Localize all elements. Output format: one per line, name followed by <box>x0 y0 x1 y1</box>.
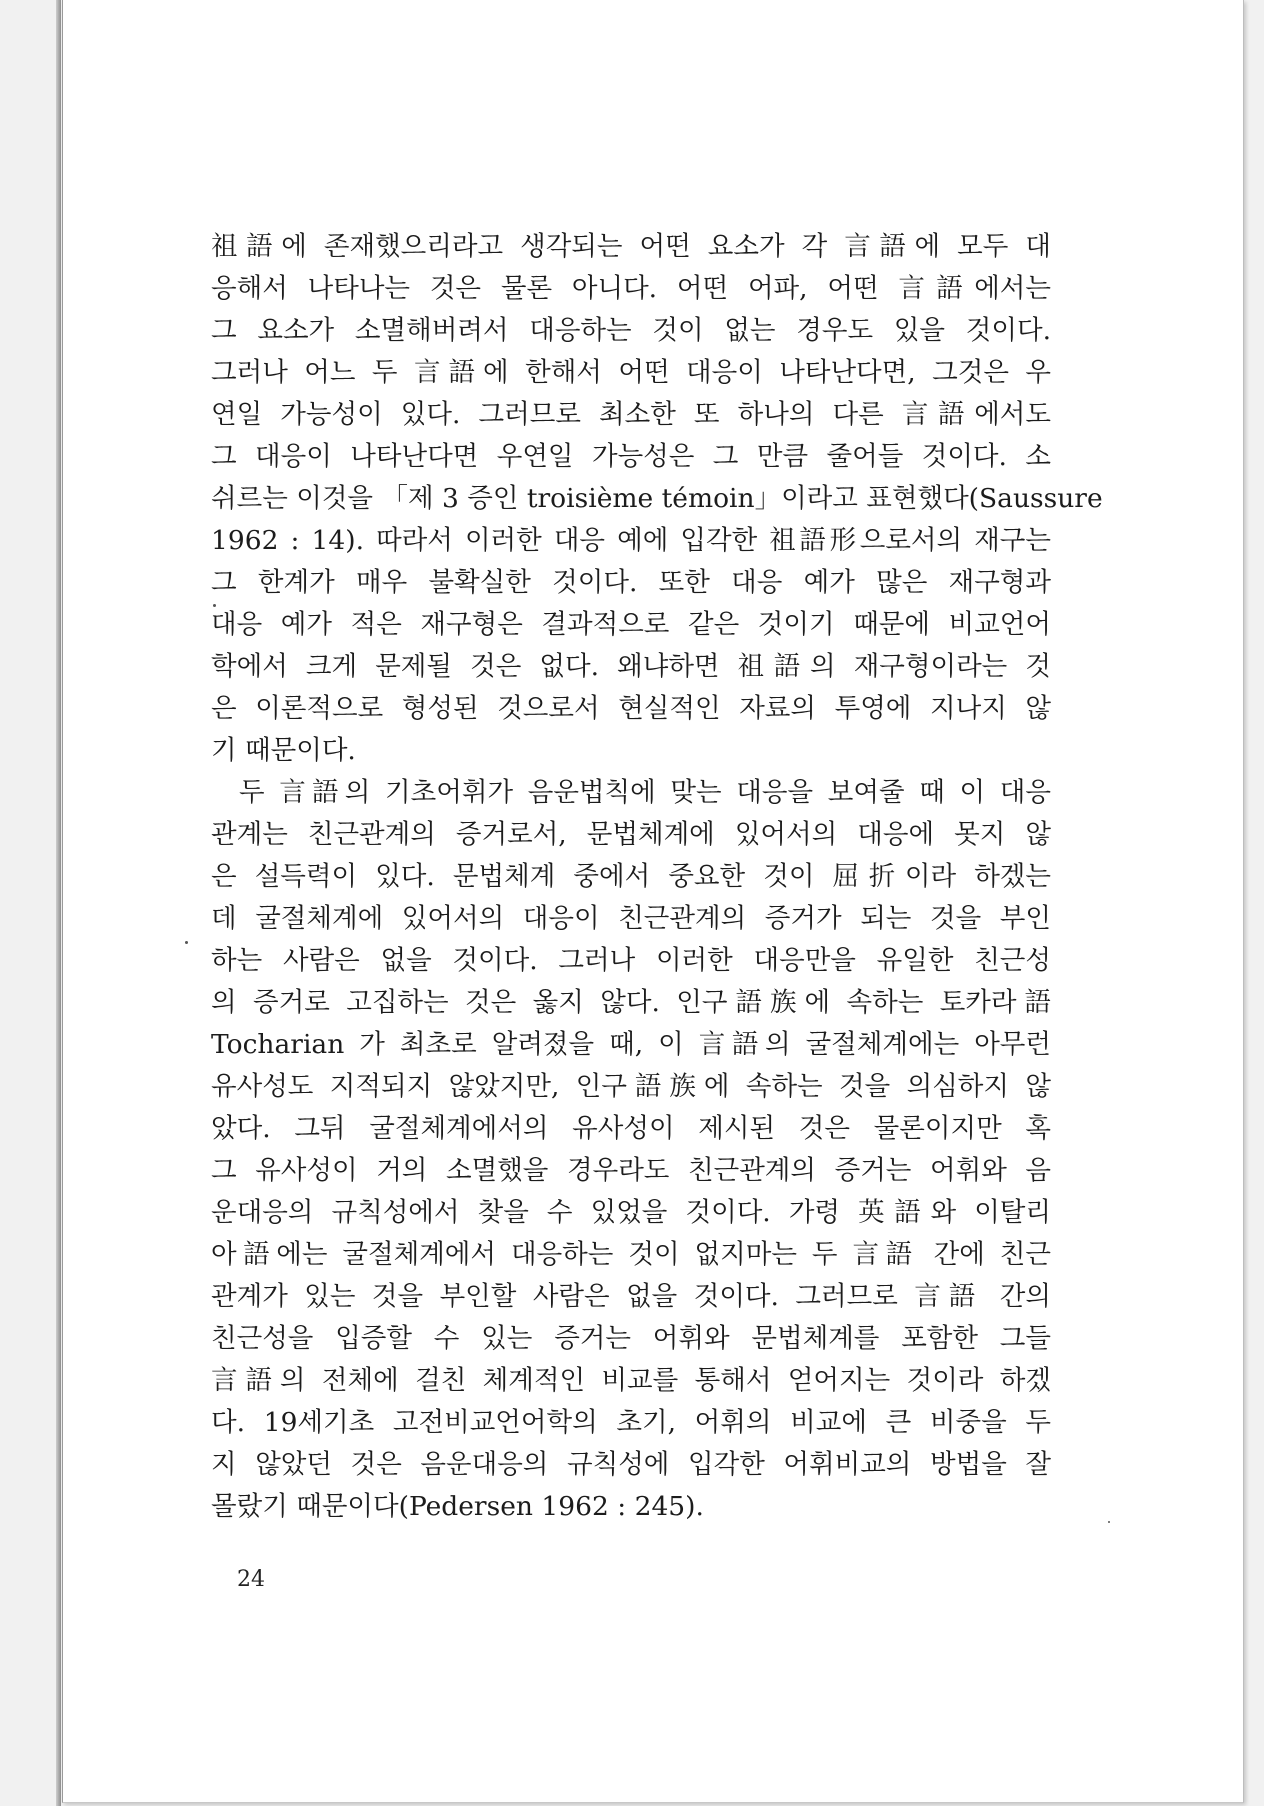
text-line: 쉬르는 이것을 「제 3 증인 troisième témoin」이라고 표현했다(Saussure <box>211 483 1103 514</box>
text-line: 친근성을 입증할 수 있는 증거는 어휘와 문법체계를 포함한 그들 <box>211 1323 1051 1354</box>
paragraph-end-line: 기 때문이다. <box>211 735 356 766</box>
text-line: 그 한계가 매우 불확실한 것이다. 또한 대응 예가 많은 재구형과 <box>211 567 1051 598</box>
text-line: 다. 19세기초 고전비교언어학의 초기, 어휘의 비교에 큰 비중을 두 <box>211 1407 1051 1438</box>
text-line: 관계는 친근관계의 증거로서, 문법체계에 있어서의 대응에 못지 않 <box>211 819 1051 850</box>
text-line: 은 이론적으로 형성된 것으로서 현실적인 자료의 투영에 지나지 않 <box>211 693 1051 724</box>
text-line: 아語에는 굴절체계에서 대응하는 것이 없지마는 두 言語 간에 친근 <box>211 1239 1051 1270</box>
text-line: 의 증거로 고집하는 것은 옳지 않다. 인구語族에 속하는 토카라語 <box>211 987 1051 1018</box>
text-line: 祖語에 존재했으리라고 생각되는 어떤 요소가 각 言語에 모두 대 <box>211 231 1051 262</box>
paragraph-start-line: 두 言語의 기초어휘가 음운법칙에 맞는 대응을 보여줄 때 이 대응 <box>239 777 1051 808</box>
book-spine-shadow <box>56 0 61 1806</box>
scan-speck <box>185 941 188 944</box>
text-line: 데 굴절체계에 있어서의 대응이 친근관계의 증거가 되는 것을 부인 <box>211 903 1051 934</box>
text-line: 운대응의 규칙성에서 찾을 수 있었을 것이다. 가령 英語와 이탈리 <box>211 1197 1051 1228</box>
text-line: 학에서 크게 문제될 것은 없다. 왜냐하면 祖語의 재구형이라는 것 <box>211 651 1051 682</box>
text-line: 하는 사람은 없을 것이다. 그러나 이러한 대응만을 유일한 친근성 <box>211 945 1051 976</box>
text-line: 1962 : 14). 따라서 이러한 대응 예에 입각한 祖語形으로서의 재구는 <box>211 525 1051 556</box>
text-line: 지 않았던 것은 음운대응의 규칙성에 입각한 어휘비교의 방법을 잘 <box>211 1449 1051 1480</box>
text-line: 유사성도 지적되지 않았지만, 인구語族에 속하는 것을 의심하지 않 <box>211 1071 1051 1102</box>
body-text <box>211 226 1103 1528</box>
paragraph-end-line: 몰랐기 때문이다(Pedersen 1962 : 245). <box>211 1491 704 1522</box>
text-line: Tocharian 가 최초로 알려졌을 때, 이 言語의 굴절체계에는 아무런 <box>211 1029 1051 1060</box>
scan-speck <box>1108 1521 1110 1523</box>
text-line: 연일 가능성이 있다. 그러므로 최소한 또 하나의 다른 言語에서도 <box>211 399 1051 430</box>
text-line: 그 요소가 소멸해버려서 대응하는 것이 없는 경우도 있을 것이다. <box>211 315 1051 346</box>
text-line: 그 대응이 나타난다면 우연일 가능성은 그 만큼 줄어들 것이다. 소 <box>211 441 1051 472</box>
text-line: 은 설득력이 있다. 문법체계 중에서 중요한 것이 屈折이라 하겠는 <box>211 861 1051 892</box>
text-line: 관계가 있는 것을 부인할 사람은 없을 것이다. 그러므로 言語 간의 <box>211 1281 1051 1312</box>
text-line: 대응 예가 적은 재구형은 결과적으로 같은 것이기 때문에 비교언어 <box>211 609 1051 640</box>
page-number: 24 <box>237 1567 265 1592</box>
text-line: 그러나 어느 두 言語에 한해서 어떤 대응이 나타난다면, 그것은 우 <box>211 357 1051 388</box>
text-line: 그 유사성이 거의 소멸했을 경우라도 친근관계의 증거는 어휘와 음 <box>211 1155 1051 1186</box>
text-line: 응해서 나타나는 것은 물론 아니다. 어떤 어파, 어떤 言語에서는 <box>211 273 1051 304</box>
scan-speck <box>213 604 216 607</box>
text-line: 言語의 전체에 걸친 체계적인 비교를 통해서 얻어지는 것이라 하겠 <box>211 1365 1051 1396</box>
text-line: 았다. 그뒤 굴절체계에서의 유사성이 제시된 것은 물론이지만 혹 <box>211 1113 1051 1144</box>
